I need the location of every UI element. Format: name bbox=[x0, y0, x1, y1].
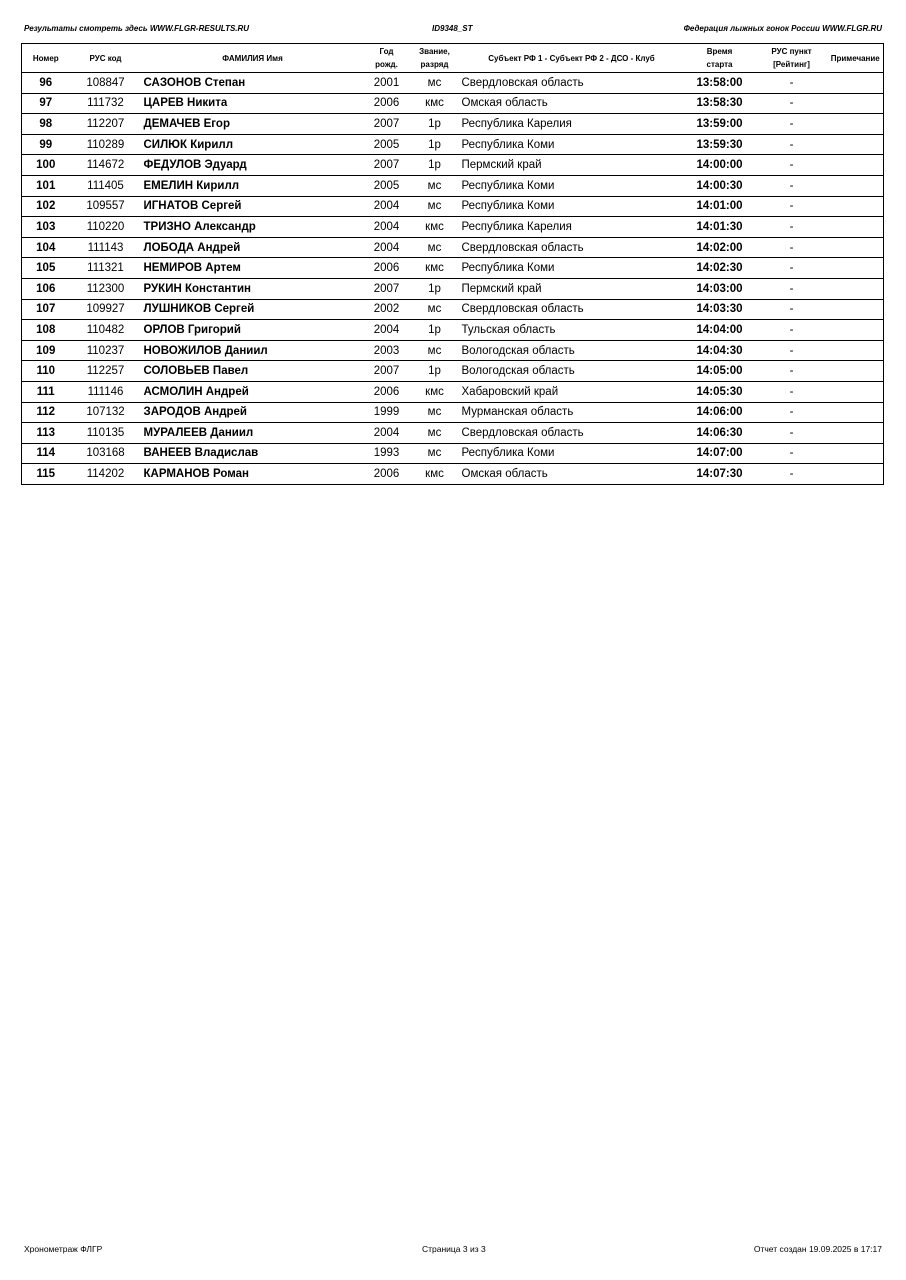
note-cell bbox=[828, 402, 884, 423]
region-cell: Мурманская область bbox=[460, 402, 684, 423]
rus-points-cell: - bbox=[756, 381, 828, 402]
rus-code-cell: 112257 bbox=[70, 361, 142, 382]
bib-number-cell: 102 bbox=[22, 196, 70, 217]
region-cell: Омская область bbox=[460, 93, 684, 114]
rus-code-cell: 109927 bbox=[70, 299, 142, 320]
note-cell bbox=[828, 237, 884, 258]
athlete-name-cell: СОЛОВЬЕВ Павел bbox=[142, 361, 364, 382]
birth-year-cell: 2002 bbox=[364, 299, 410, 320]
note-cell bbox=[828, 464, 884, 485]
page-footer bbox=[24, 1244, 882, 1258]
athlete-name-cell: МУРАЛЕЕВ Даниил bbox=[142, 423, 364, 444]
bib-number-cell: 110 bbox=[22, 361, 70, 382]
rank-cell: 1р bbox=[410, 134, 460, 155]
table-row bbox=[22, 155, 884, 176]
athlete-name-cell: РУКИН Константин bbox=[142, 278, 364, 299]
start-time-cell: 14:05:30 bbox=[684, 381, 756, 402]
bib-number-cell: 98 bbox=[22, 114, 70, 135]
col-header-name: ФАМИЛИЯ Имя bbox=[142, 44, 364, 73]
start-time-cell: 14:06:30 bbox=[684, 423, 756, 444]
note-cell bbox=[828, 73, 884, 94]
table-row bbox=[22, 175, 884, 196]
rus-points-cell: - bbox=[756, 464, 828, 485]
note-cell bbox=[828, 278, 884, 299]
athlete-name-cell: ЦАРЕВ Никита bbox=[142, 93, 364, 114]
birth-year-cell: 2006 bbox=[364, 464, 410, 485]
athlete-name-cell: ЛОБОДА Андрей bbox=[142, 237, 364, 258]
athlete-name-cell: НОВОЖИЛОВ Даниил bbox=[142, 340, 364, 361]
rus-points-cell: - bbox=[756, 134, 828, 155]
region-cell: Республика Коми bbox=[460, 196, 684, 217]
region-cell: Свердловская область bbox=[460, 299, 684, 320]
bib-number-cell: 111 bbox=[22, 381, 70, 402]
table-row bbox=[22, 278, 884, 299]
table-row bbox=[22, 361, 884, 382]
federation-note: Федерация лыжных гонок России WWW.FLGR.RU bbox=[683, 24, 882, 33]
athlete-name-cell: НЕМИРОВ Артем bbox=[142, 258, 364, 279]
start-time-cell: 14:06:00 bbox=[684, 402, 756, 423]
region-cell: Республика Карелия bbox=[460, 114, 684, 135]
rank-cell: мс bbox=[410, 423, 460, 444]
region-cell: Свердловская область bbox=[460, 423, 684, 444]
bib-number-cell: 115 bbox=[22, 464, 70, 485]
col-header-region: Субъект РФ 1 - Субъект РФ 2 - ДСО - Клуб bbox=[460, 44, 684, 73]
start-time-cell: 14:02:00 bbox=[684, 237, 756, 258]
protocol-id: ID9348_ST bbox=[432, 24, 473, 33]
rank-cell: 1р bbox=[410, 361, 460, 382]
start-time-cell: 14:05:00 bbox=[684, 361, 756, 382]
bib-number-cell: 101 bbox=[22, 175, 70, 196]
table-row bbox=[22, 196, 884, 217]
region-cell: Свердловская область bbox=[460, 73, 684, 94]
birth-year-cell: 2006 bbox=[364, 93, 410, 114]
region-cell: Пермский край bbox=[460, 155, 684, 176]
note-cell bbox=[828, 381, 884, 402]
rus-points-cell: - bbox=[756, 423, 828, 444]
athlete-name-cell: ВАНЕЕВ Владислав bbox=[142, 443, 364, 464]
rank-cell: мс bbox=[410, 443, 460, 464]
note-cell bbox=[828, 361, 884, 382]
birth-year-cell: 2004 bbox=[364, 320, 410, 341]
region-cell: Тульская область bbox=[460, 320, 684, 341]
bib-number-cell: 104 bbox=[22, 237, 70, 258]
col-header-note: Примечание bbox=[828, 44, 884, 73]
rus-code-cell: 111143 bbox=[70, 237, 142, 258]
region-cell: Республика Коми bbox=[460, 175, 684, 196]
rank-cell: мс bbox=[410, 402, 460, 423]
note-cell bbox=[828, 217, 884, 238]
col-header-year: Год рожд. bbox=[364, 44, 410, 73]
athlete-name-cell: ОРЛОВ Григорий bbox=[142, 320, 364, 341]
rank-cell: мс bbox=[410, 196, 460, 217]
rus-code-cell: 114672 bbox=[70, 155, 142, 176]
table-row bbox=[22, 340, 884, 361]
athlete-name-cell: АСМОЛИН Андрей bbox=[142, 381, 364, 402]
bib-number-cell: 105 bbox=[22, 258, 70, 279]
note-cell bbox=[828, 196, 884, 217]
note-cell bbox=[828, 443, 884, 464]
region-cell: Вологодская область bbox=[460, 340, 684, 361]
rank-cell: кмс bbox=[410, 258, 460, 279]
rus-code-cell: 109557 bbox=[70, 196, 142, 217]
region-cell: Республика Коми bbox=[460, 134, 684, 155]
start-time-cell: 14:04:00 bbox=[684, 320, 756, 341]
region-cell: Республика Коми bbox=[460, 443, 684, 464]
rus-code-cell: 114202 bbox=[70, 464, 142, 485]
table-row bbox=[22, 217, 884, 238]
start-time-cell: 14:04:30 bbox=[684, 340, 756, 361]
rank-cell: кмс bbox=[410, 93, 460, 114]
table-row bbox=[22, 423, 884, 444]
table-row bbox=[22, 464, 884, 485]
bib-number-cell: 112 bbox=[22, 402, 70, 423]
bib-number-cell: 100 bbox=[22, 155, 70, 176]
col-header-time: Время старта bbox=[684, 44, 756, 73]
rus-points-cell: - bbox=[756, 93, 828, 114]
region-cell: Вологодская область bbox=[460, 361, 684, 382]
rus-code-cell: 111146 bbox=[70, 381, 142, 402]
rank-cell: мс bbox=[410, 237, 460, 258]
rus-code-cell: 107132 bbox=[70, 402, 142, 423]
athlete-name-cell: ЛУШНИКОВ Сергей bbox=[142, 299, 364, 320]
rus-code-cell: 111405 bbox=[70, 175, 142, 196]
athlete-name-cell: СИЛЮК Кирилл bbox=[142, 134, 364, 155]
region-cell: Республика Коми bbox=[460, 258, 684, 279]
rus-points-cell: - bbox=[756, 258, 828, 279]
start-time-cell: 14:03:00 bbox=[684, 278, 756, 299]
table-row bbox=[22, 258, 884, 279]
athlete-name-cell: ЗАРОДОВ Андрей bbox=[142, 402, 364, 423]
bib-number-cell: 107 bbox=[22, 299, 70, 320]
page-header bbox=[24, 24, 882, 38]
birth-year-cell: 2005 bbox=[364, 134, 410, 155]
start-time-cell: 13:58:30 bbox=[684, 93, 756, 114]
birth-year-cell: 1999 bbox=[364, 402, 410, 423]
table-row bbox=[22, 73, 884, 94]
note-cell bbox=[828, 423, 884, 444]
start-time-cell: 13:59:00 bbox=[684, 114, 756, 135]
table-row bbox=[22, 134, 884, 155]
note-cell bbox=[828, 155, 884, 176]
table-row bbox=[22, 443, 884, 464]
bib-number-cell: 106 bbox=[22, 278, 70, 299]
table-row bbox=[22, 93, 884, 114]
rus-points-cell: - bbox=[756, 175, 828, 196]
rus-points-cell: - bbox=[756, 340, 828, 361]
rank-cell: кмс bbox=[410, 217, 460, 238]
birth-year-cell: 2006 bbox=[364, 258, 410, 279]
birth-year-cell: 2004 bbox=[364, 217, 410, 238]
note-cell bbox=[828, 258, 884, 279]
region-cell: Свердловская область bbox=[460, 237, 684, 258]
note-cell bbox=[828, 340, 884, 361]
note-cell bbox=[828, 320, 884, 341]
col-header-rank: Звание, разряд bbox=[410, 44, 460, 73]
table-row bbox=[22, 237, 884, 258]
table-row bbox=[22, 402, 884, 423]
table-row bbox=[22, 114, 884, 135]
start-time-cell: 13:58:00 bbox=[684, 73, 756, 94]
bib-number-cell: 108 bbox=[22, 320, 70, 341]
table-row bbox=[22, 381, 884, 402]
rus-code-cell: 110289 bbox=[70, 134, 142, 155]
start-time-cell: 14:01:30 bbox=[684, 217, 756, 238]
note-cell bbox=[828, 134, 884, 155]
note-cell bbox=[828, 299, 884, 320]
start-time-cell: 14:00:00 bbox=[684, 155, 756, 176]
rus-code-cell: 110237 bbox=[70, 340, 142, 361]
rus-points-cell: - bbox=[756, 361, 828, 382]
birth-year-cell: 2001 bbox=[364, 73, 410, 94]
athlete-name-cell: ЕМЕЛИН Кирилл bbox=[142, 175, 364, 196]
birth-year-cell: 2007 bbox=[364, 361, 410, 382]
start-time-cell: 13:59:30 bbox=[684, 134, 756, 155]
rus-code-cell: 110135 bbox=[70, 423, 142, 444]
rank-cell: 1р bbox=[410, 155, 460, 176]
bib-number-cell: 109 bbox=[22, 340, 70, 361]
rus-code-cell: 111732 bbox=[70, 93, 142, 114]
page-number: Страница 3 из 3 bbox=[422, 1244, 486, 1254]
rus-points-cell: - bbox=[756, 443, 828, 464]
rus-points-cell: - bbox=[756, 278, 828, 299]
region-cell: Пермский край bbox=[460, 278, 684, 299]
athlete-name-cell: ФЕДУЛОВ Эдуард bbox=[142, 155, 364, 176]
start-time-cell: 14:03:30 bbox=[684, 299, 756, 320]
birth-year-cell: 2004 bbox=[364, 196, 410, 217]
note-cell bbox=[828, 93, 884, 114]
rus-points-cell: - bbox=[756, 155, 828, 176]
rus-code-cell: 103168 bbox=[70, 443, 142, 464]
rus-points-cell: - bbox=[756, 237, 828, 258]
rus-code-cell: 110482 bbox=[70, 320, 142, 341]
rus-code-cell: 112300 bbox=[70, 278, 142, 299]
rus-code-cell: 108847 bbox=[70, 73, 142, 94]
start-time-cell: 14:07:30 bbox=[684, 464, 756, 485]
athlete-name-cell: САЗОНОВ Степан bbox=[142, 73, 364, 94]
bib-number-cell: 97 bbox=[22, 93, 70, 114]
bib-number-cell: 99 bbox=[22, 134, 70, 155]
bib-number-cell: 113 bbox=[22, 423, 70, 444]
rank-cell: 1р bbox=[410, 114, 460, 135]
birth-year-cell: 2006 bbox=[364, 381, 410, 402]
birth-year-cell: 2007 bbox=[364, 114, 410, 135]
note-cell bbox=[828, 175, 884, 196]
region-cell: Омская область bbox=[460, 464, 684, 485]
rank-cell: мс bbox=[410, 299, 460, 320]
birth-year-cell: 2004 bbox=[364, 423, 410, 444]
table-row bbox=[22, 320, 884, 341]
birth-year-cell: 2005 bbox=[364, 175, 410, 196]
birth-year-cell: 1993 bbox=[364, 443, 410, 464]
rus-points-cell: - bbox=[756, 299, 828, 320]
birth-year-cell: 2007 bbox=[364, 155, 410, 176]
timing-credit: Хронометраж ФЛГР bbox=[24, 1244, 103, 1254]
report-created: Отчет создан 19.09.2025 в 17:17 bbox=[753, 1244, 882, 1254]
birth-year-cell: 2004 bbox=[364, 237, 410, 258]
birth-year-cell: 2003 bbox=[364, 340, 410, 361]
rus-points-cell: - bbox=[756, 196, 828, 217]
bib-number-cell: 103 bbox=[22, 217, 70, 238]
results-site-note: Результаты смотреть здесь WWW.FLGR-RESULTS.RU bbox=[24, 24, 250, 33]
note-cell bbox=[828, 114, 884, 135]
rank-cell: мс bbox=[410, 340, 460, 361]
col-header-points: РУС пункт [Рейтинг] bbox=[756, 44, 828, 73]
rus-points-cell: - bbox=[756, 73, 828, 94]
rank-cell: кмс bbox=[410, 381, 460, 402]
rank-cell: мс bbox=[410, 175, 460, 196]
region-cell: Хабаровский край bbox=[460, 381, 684, 402]
start-time-cell: 14:02:30 bbox=[684, 258, 756, 279]
rus-points-cell: - bbox=[756, 320, 828, 341]
rank-cell: мс bbox=[410, 73, 460, 94]
start-list-table bbox=[21, 43, 884, 485]
bib-number-cell: 96 bbox=[22, 73, 70, 94]
rank-cell: 1р bbox=[410, 320, 460, 341]
rus-points-cell: - bbox=[756, 217, 828, 238]
rus-points-cell: - bbox=[756, 402, 828, 423]
bib-number-cell: 114 bbox=[22, 443, 70, 464]
rus-points-cell: - bbox=[756, 114, 828, 135]
rus-code-cell: 110220 bbox=[70, 217, 142, 238]
table-header-row bbox=[22, 44, 884, 73]
table-row bbox=[22, 299, 884, 320]
col-header-rus: РУС код bbox=[70, 44, 142, 73]
athlete-name-cell: ИГНАТОВ Сергей bbox=[142, 196, 364, 217]
athlete-name-cell: ТРИЗНО Александр bbox=[142, 217, 364, 238]
start-time-cell: 14:00:30 bbox=[684, 175, 756, 196]
rank-cell: 1р bbox=[410, 278, 460, 299]
athlete-name-cell: ДЕМАЧЕВ Егор bbox=[142, 114, 364, 135]
rus-code-cell: 112207 bbox=[70, 114, 142, 135]
athlete-name-cell: КАРМАНОВ Роман bbox=[142, 464, 364, 485]
rus-code-cell: 111321 bbox=[70, 258, 142, 279]
table-body bbox=[22, 73, 884, 485]
start-time-cell: 14:01:00 bbox=[684, 196, 756, 217]
col-header-num: Номер bbox=[22, 44, 70, 73]
rank-cell: кмс bbox=[410, 464, 460, 485]
birth-year-cell: 2007 bbox=[364, 278, 410, 299]
region-cell: Республика Карелия bbox=[460, 217, 684, 238]
start-time-cell: 14:07:00 bbox=[684, 443, 756, 464]
